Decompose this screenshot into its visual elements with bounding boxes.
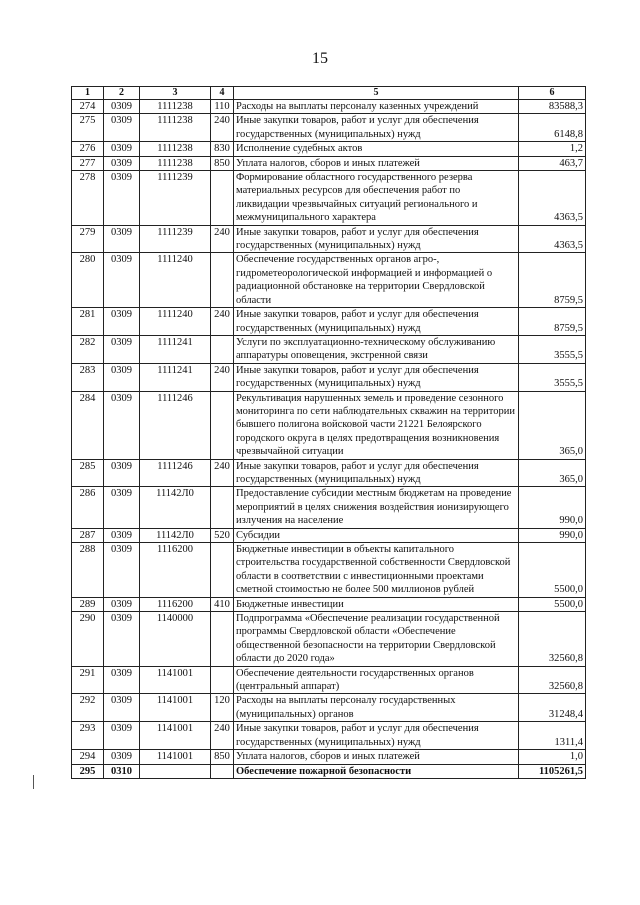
amount-cell: 31248,4 <box>519 694 586 722</box>
row-number-cell: 289 <box>72 597 104 611</box>
table-row <box>72 142 586 156</box>
table-row <box>72 391 586 459</box>
amount-cell: 463,7 <box>519 156 586 170</box>
item-name-cell: Иные закупки товаров, работ и услуг для обеспечения государственных (муниципальных) нужд <box>234 363 519 391</box>
target-article-cell: 1141001 <box>140 694 211 722</box>
amount-cell: 5500,0 <box>519 543 586 598</box>
expense-type-cell <box>211 253 234 308</box>
table-row <box>72 666 586 694</box>
amount-cell: 365,0 <box>519 391 586 459</box>
target-article-cell: 1141001 <box>140 722 211 750</box>
scan-mark <box>33 775 34 789</box>
target-article-cell: 1111241 <box>140 335 211 363</box>
section-code-cell: 0309 <box>104 391 140 459</box>
row-number-cell: 282 <box>72 335 104 363</box>
target-article-cell: 1111238 <box>140 142 211 156</box>
section-code-cell: 0309 <box>104 142 140 156</box>
target-article-cell: 1111238 <box>140 100 211 114</box>
row-number-cell: 280 <box>72 253 104 308</box>
column-header-3: 3 <box>140 87 211 100</box>
table-row <box>72 114 586 142</box>
table-row <box>72 171 586 226</box>
table-row <box>72 335 586 363</box>
table-row <box>72 612 586 667</box>
table-row <box>72 100 586 114</box>
section-code-cell: 0309 <box>104 666 140 694</box>
column-header-1: 1 <box>72 87 104 100</box>
table-row <box>72 253 586 308</box>
expense-type-cell: 110 <box>211 100 234 114</box>
expense-type-cell <box>211 764 234 778</box>
target-article-cell: 1141001 <box>140 750 211 764</box>
amount-cell: 32560,8 <box>519 666 586 694</box>
row-number-cell: 276 <box>72 142 104 156</box>
expense-type-cell: 830 <box>211 142 234 156</box>
amount-cell: 3555,5 <box>519 363 586 391</box>
row-number-cell: 278 <box>72 171 104 226</box>
item-name-cell: Обеспечение деятельности государственных органов (центральный аппарат) <box>234 666 519 694</box>
item-name-cell: Подпрограмма «Обеспечение реализации государственной программы Свердловской области «Обеспечение общественной безопасности на территории Свердловской области до 2020 года» <box>234 612 519 667</box>
expense-type-cell: 410 <box>211 597 234 611</box>
amount-cell: 990,0 <box>519 487 586 528</box>
amount-cell: 1105261,5 <box>519 764 586 778</box>
amount-cell: 1311,4 <box>519 722 586 750</box>
section-code-cell: 0309 <box>104 253 140 308</box>
table-row <box>72 694 586 722</box>
row-number-cell: 274 <box>72 100 104 114</box>
section-code-cell: 0309 <box>104 750 140 764</box>
row-number-cell: 294 <box>72 750 104 764</box>
page-number: 15 <box>312 50 328 67</box>
item-name-cell: Иные закупки товаров, работ и услуг для обеспечения государственных (муниципальных) нужд <box>234 722 519 750</box>
section-code-cell: 0309 <box>104 156 140 170</box>
item-name-cell: Расходы на выплаты персоналу государственных (муниципальных) органов <box>234 694 519 722</box>
row-number-cell: 286 <box>72 487 104 528</box>
amount-cell: 8759,5 <box>519 308 586 336</box>
item-name-cell: Предоставление субсидии местным бюджетам на проведение мероприятий в целях снижения воздействия ионизирующего излучения на население <box>234 487 519 528</box>
section-code-cell: 0309 <box>104 612 140 667</box>
table-row <box>72 363 586 391</box>
table-row <box>72 528 586 542</box>
table-row <box>72 225 586 253</box>
expense-type-cell <box>211 171 234 226</box>
row-number-cell: 275 <box>72 114 104 142</box>
expense-type-cell: 520 <box>211 528 234 542</box>
section-code-cell: 0309 <box>104 335 140 363</box>
item-name-cell: Уплата налогов, сборов и иных платежей <box>234 750 519 764</box>
section-code-cell: 0309 <box>104 694 140 722</box>
expense-type-cell: 240 <box>211 722 234 750</box>
target-article-cell: 1111241 <box>140 363 211 391</box>
row-number-cell: 281 <box>72 308 104 336</box>
target-article-cell: 1111246 <box>140 391 211 459</box>
amount-cell: 4363,5 <box>519 225 586 253</box>
expense-type-cell: 850 <box>211 750 234 764</box>
amount-cell: 6148,8 <box>519 114 586 142</box>
row-number-cell: 287 <box>72 528 104 542</box>
item-name-cell: Рекультивация нарушенных земель и проведение сезонного мониторинга по сети наблюдательных скважин на территории бывшего полигона войсковой части 21221 Белоярского городского округа в целях предотвращения возникновения чрезвычайной ситуации <box>234 391 519 459</box>
amount-cell: 1,2 <box>519 142 586 156</box>
row-number-cell: 277 <box>72 156 104 170</box>
section-code-cell: 0309 <box>104 225 140 253</box>
target-article-cell: 1140000 <box>140 612 211 667</box>
row-number-cell: 290 <box>72 612 104 667</box>
row-number-cell: 284 <box>72 391 104 459</box>
table-row <box>72 487 586 528</box>
amount-cell: 3555,5 <box>519 335 586 363</box>
table-row <box>72 308 586 336</box>
section-code-cell: 0309 <box>104 308 140 336</box>
expense-type-cell: 120 <box>211 694 234 722</box>
section-code-cell: 0309 <box>104 114 140 142</box>
amount-cell: 1,0 <box>519 750 586 764</box>
item-name-cell: Иные закупки товаров, работ и услуг для обеспечения государственных (муниципальных) нужд <box>234 308 519 336</box>
expense-type-cell: 240 <box>211 363 234 391</box>
section-code-cell: 0309 <box>104 100 140 114</box>
target-article-cell: 1111246 <box>140 459 211 487</box>
budget-table <box>71 86 586 779</box>
expense-type-cell: 240 <box>211 308 234 336</box>
target-article-cell: 11142Л0 <box>140 487 211 528</box>
item-name-cell: Услуги по эксплуатационно-техническому обслуживанию аппаратуры оповещения, экстренной связи <box>234 335 519 363</box>
item-name-cell: Иные закупки товаров, работ и услуг для обеспечения государственных (муниципальных) нужд <box>234 459 519 487</box>
row-number-cell: 283 <box>72 363 104 391</box>
item-name-cell: Исполнение судебных актов <box>234 142 519 156</box>
expense-type-cell <box>211 487 234 528</box>
column-header-4: 4 <box>211 87 234 100</box>
target-article-cell: 1111238 <box>140 114 211 142</box>
target-article-cell: 1141001 <box>140 666 211 694</box>
amount-cell: 5500,0 <box>519 597 586 611</box>
item-name-cell: Бюджетные инвестиции <box>234 597 519 611</box>
section-code-cell: 0309 <box>104 543 140 598</box>
expense-type-cell: 850 <box>211 156 234 170</box>
item-name-cell: Бюджетные инвестиции в объекты капитального строительства государственной собственности Свердловской области в соответствии с инвестиционными проектами сметной стоимостью не более 500 миллионов рублей <box>234 543 519 598</box>
table-row <box>72 722 586 750</box>
amount-cell: 83588,3 <box>519 100 586 114</box>
section-code-cell: 0309 <box>104 528 140 542</box>
target-article-cell: 1111238 <box>140 156 211 170</box>
amount-cell: 32560,8 <box>519 612 586 667</box>
row-number-cell: 279 <box>72 225 104 253</box>
section-code-cell: 0309 <box>104 363 140 391</box>
table-row <box>72 156 586 170</box>
expense-type-cell: 240 <box>211 114 234 142</box>
target-article-cell: 1111239 <box>140 225 211 253</box>
target-article-cell: 1116200 <box>140 597 211 611</box>
expense-type-cell: 240 <box>211 459 234 487</box>
section-code-cell: 0309 <box>104 459 140 487</box>
item-name-cell: Обеспечение пожарной безопасности <box>234 764 519 778</box>
item-name-cell: Уплата налогов, сборов и иных платежей <box>234 156 519 170</box>
item-name-cell: Формирование областного государственного резерва материальных ресурсов для обеспечения работ по ликвидации чрезвычайных ситуаций регионального и межмуниципального характера <box>234 171 519 226</box>
amount-cell: 365,0 <box>519 459 586 487</box>
expense-type-cell <box>211 543 234 598</box>
amount-cell: 990,0 <box>519 528 586 542</box>
section-code-cell: 0309 <box>104 597 140 611</box>
row-number-cell: 295 <box>72 764 104 778</box>
table-row <box>72 597 586 611</box>
target-article-cell <box>140 764 211 778</box>
expense-type-cell <box>211 666 234 694</box>
item-name-cell: Субсидии <box>234 528 519 542</box>
table-row <box>72 459 586 487</box>
section-code-cell: 0310 <box>104 764 140 778</box>
target-article-cell: 1111240 <box>140 253 211 308</box>
item-name-cell: Иные закупки товаров, работ и услуг для обеспечения государственных (муниципальных) нужд <box>234 114 519 142</box>
target-article-cell: 1111239 <box>140 171 211 226</box>
target-article-cell: 1111240 <box>140 308 211 336</box>
item-name-cell: Обеспечение государственных органов агро-, гидрометеорологической информацией и информацией о радиационной обстановке на территории Свердловской области <box>234 253 519 308</box>
row-number-cell: 288 <box>72 543 104 598</box>
row-number-cell: 292 <box>72 694 104 722</box>
target-article-cell: 11142Л0 <box>140 528 211 542</box>
row-number-cell: 293 <box>72 722 104 750</box>
item-name-cell: Расходы на выплаты персоналу казенных учреждений <box>234 100 519 114</box>
row-number-cell: 291 <box>72 666 104 694</box>
table-row <box>72 750 586 764</box>
item-name-cell: Иные закупки товаров, работ и услуг для обеспечения государственных (муниципальных) нужд <box>234 225 519 253</box>
amount-cell: 8759,5 <box>519 253 586 308</box>
target-article-cell: 1116200 <box>140 543 211 598</box>
section-code-cell: 0309 <box>104 171 140 226</box>
expense-type-cell <box>211 612 234 667</box>
expense-type-cell: 240 <box>211 225 234 253</box>
table-row <box>72 543 586 598</box>
amount-cell: 4363,5 <box>519 171 586 226</box>
expense-type-cell <box>211 335 234 363</box>
table-body <box>72 100 586 779</box>
section-code-cell: 0309 <box>104 722 140 750</box>
column-header-6: 6 <box>519 87 586 100</box>
section-code-cell: 0309 <box>104 487 140 528</box>
table-header-row <box>72 87 586 100</box>
column-header-5: 5 <box>234 87 519 100</box>
row-number-cell: 285 <box>72 459 104 487</box>
table-row <box>72 764 586 778</box>
column-header-2: 2 <box>104 87 140 100</box>
expense-type-cell <box>211 391 234 459</box>
